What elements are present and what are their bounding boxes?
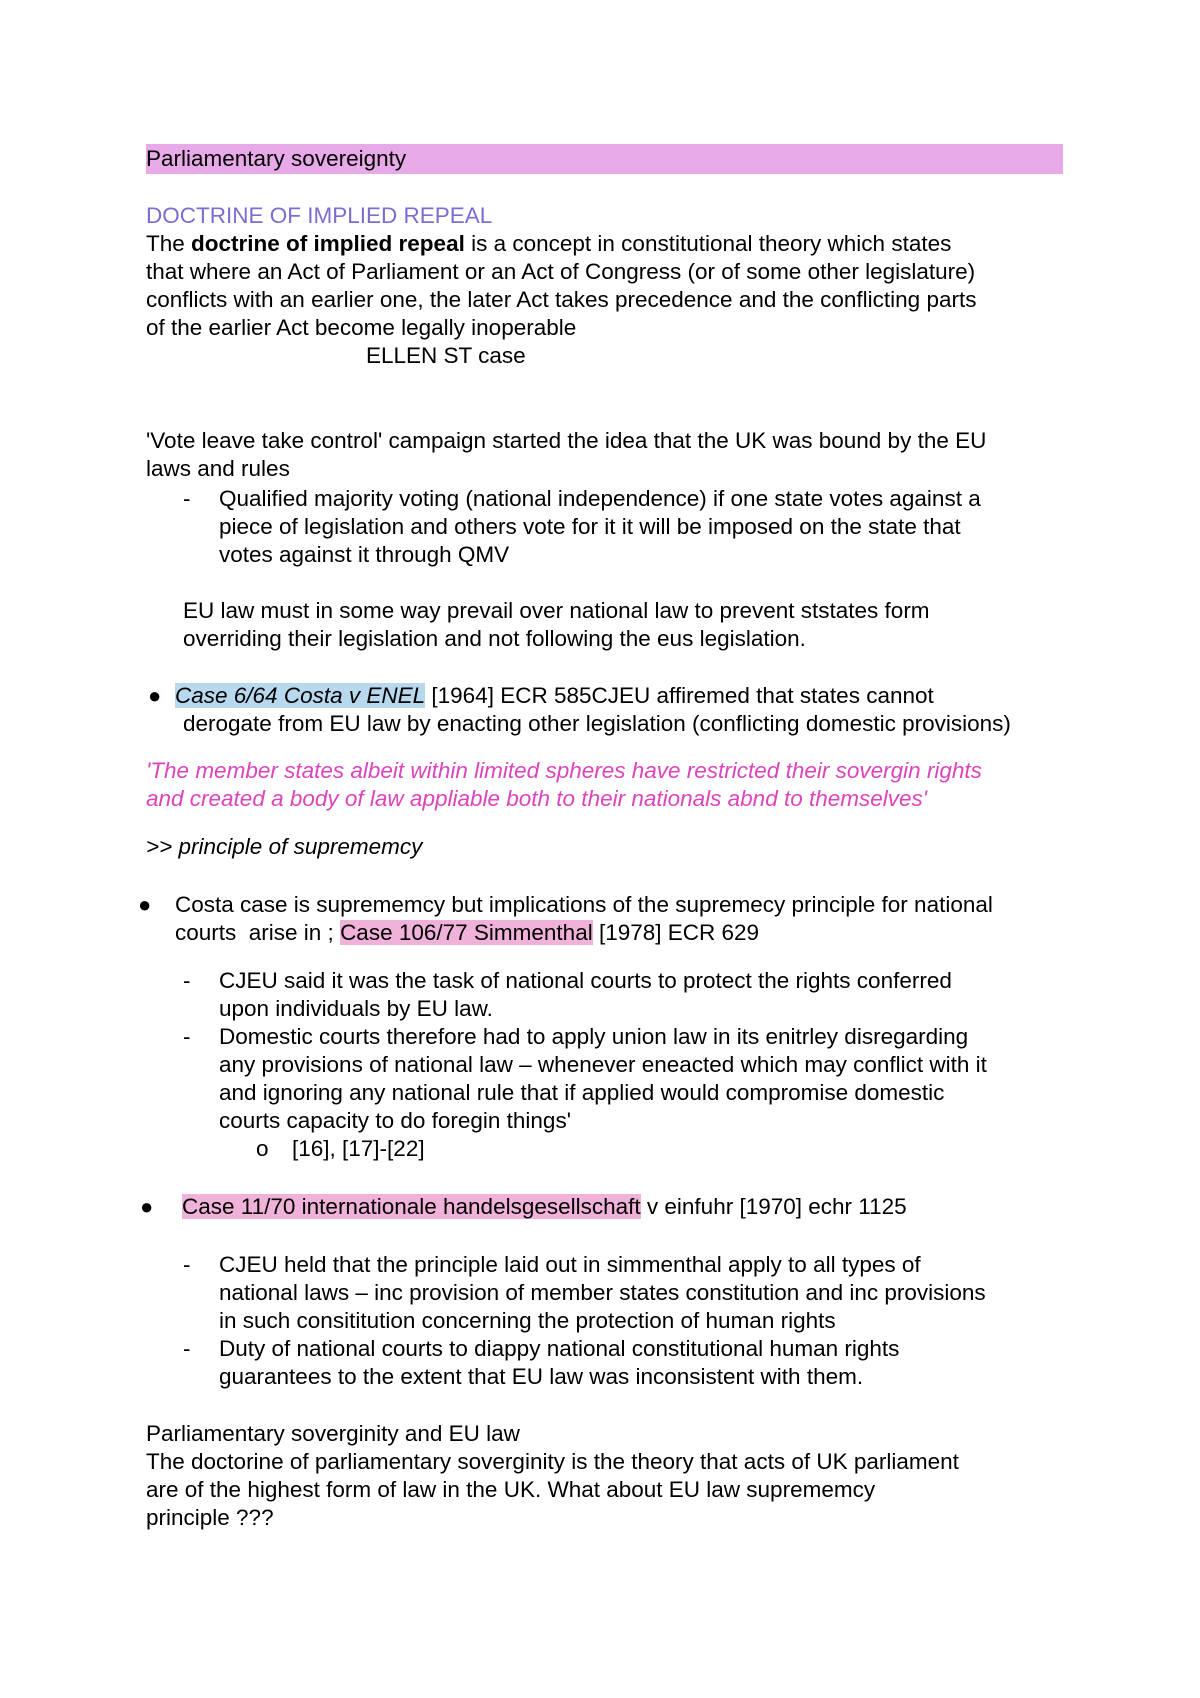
page-title: Parliamentary sovereignty bbox=[146, 146, 407, 171]
paragraph-line bbox=[146, 230, 951, 258]
dash-marker: - bbox=[183, 968, 191, 993]
bullet-marker: ● bbox=[138, 892, 152, 917]
bullet-marker: ● bbox=[140, 1194, 154, 1219]
paragraph-line: The doctorine of parliamentary soverginity is the theory that acts of UK parliament bbox=[146, 1449, 959, 1474]
case-handels-highlight: Case 11/70 internationale handelsgesellschaft bbox=[182, 1194, 641, 1219]
list-item-line bbox=[175, 919, 759, 947]
text-run: [1964] ECR 585CJEU affiremed that states cannot bbox=[425, 683, 934, 708]
list-item-line bbox=[182, 1193, 907, 1221]
dash-marker: - bbox=[183, 1336, 191, 1361]
dash-marker: - bbox=[183, 486, 191, 511]
list-item-line: any provisions of national law – whenever eneacted which may conflict with it bbox=[219, 1052, 987, 1077]
dash-marker: - bbox=[183, 1024, 191, 1049]
paragraph-line: conflicts with an earlier one, the later Act takes precedence and the conflicting parts bbox=[146, 287, 977, 312]
text-run: v einfuhr [1970] echr 1125 bbox=[640, 1194, 907, 1219]
list-item-line: Duty of national courts to diappy national constitutional human rights bbox=[219, 1336, 900, 1361]
case-costa-highlight: Case 6/64 Costa v ENEL bbox=[175, 683, 426, 708]
list-item-line: CJEU said it was the task of national courts to protect the rights conferred bbox=[219, 968, 952, 993]
principle-note: >> principle of suprememcy bbox=[146, 834, 423, 859]
text-run: The bbox=[146, 231, 192, 256]
paragraph-line: that where an Act of Parliament or an Act of Congress (or of some other legislature) bbox=[146, 259, 976, 284]
paragraph-line: 'Vote leave take control' campaign started the idea that the UK was bound by the EU bbox=[146, 428, 987, 453]
text-run: [1978] ECR 629 bbox=[592, 920, 760, 945]
list-item-line: in such consititution concerning the protection of human rights bbox=[219, 1308, 836, 1333]
paragraph-line: laws and rules bbox=[146, 456, 290, 481]
case-reference: ELLEN ST case bbox=[366, 343, 526, 368]
list-item-line: votes against it through QMV bbox=[219, 542, 510, 567]
list-item-line: courts capacity to do foregin things' bbox=[219, 1108, 571, 1133]
paragraph-line: overriding their legislation and not following the eus legislation. bbox=[183, 626, 806, 651]
list-item-line bbox=[175, 682, 934, 710]
case-simmenthal-highlight: Case 106/77 Simmenthal bbox=[340, 920, 593, 945]
paragraph-line: principle ??? bbox=[146, 1505, 274, 1530]
paragraph-line: are of the highest form of law in the UK. What about EU law suprememcy bbox=[146, 1477, 876, 1502]
quote-line: and created a body of law appliable both to their nationals abnd to themselves' bbox=[146, 786, 928, 811]
list-item-line: Costa case is suprememcy but implications of the supremecy principle for national bbox=[175, 892, 993, 917]
bold-term: doctrine of implied repeal bbox=[191, 231, 465, 256]
text-run: courts arise in ; bbox=[175, 920, 341, 945]
list-item-line: Qualified majority voting (national independence) if one state votes against a bbox=[219, 486, 981, 511]
list-item-line: guarantees to the extent that EU law was inconsistent with them. bbox=[219, 1364, 864, 1389]
circle-marker: o bbox=[256, 1136, 269, 1161]
list-item-line: Domestic courts therefore had to apply union law in its enitrley disregarding bbox=[219, 1024, 969, 1049]
bullet-marker: ● bbox=[148, 683, 162, 708]
list-item-line: national laws – inc provision of member states constitution and inc provisions bbox=[219, 1280, 986, 1305]
dash-marker: - bbox=[183, 1252, 191, 1277]
section-heading-implied-repeal: DOCTRINE OF IMPLIED REPEAL bbox=[146, 203, 493, 228]
section-heading-eu-law: Parliamentary soverginity and EU law bbox=[146, 1421, 520, 1446]
text-run: is a concept in constitutional theory which states bbox=[464, 231, 952, 256]
list-item-line: piece of legislation and others vote for it it will be imposed on the state that bbox=[219, 514, 961, 539]
list-item-line: derogate from EU law by enacting other legislation (conflicting domestic provisions) bbox=[183, 711, 1011, 736]
list-item-line: upon individuals by EU law. bbox=[219, 996, 493, 1021]
list-item-line: CJEU held that the principle laid out in simmenthal apply to all types of bbox=[219, 1252, 921, 1277]
paragraph-line: EU law must in some way prevail over national law to prevent ststates form bbox=[183, 598, 930, 623]
paragraph-line: of the earlier Act become legally inoperable bbox=[146, 315, 577, 340]
sub-list-item: [16], [17]-[22] bbox=[292, 1136, 425, 1161]
quote-line: 'The member states albeit within limited spheres have restricted their sovergin rights bbox=[146, 758, 982, 783]
list-item-line: and ignoring any national rule that if applied would compromise domestic bbox=[219, 1080, 945, 1105]
